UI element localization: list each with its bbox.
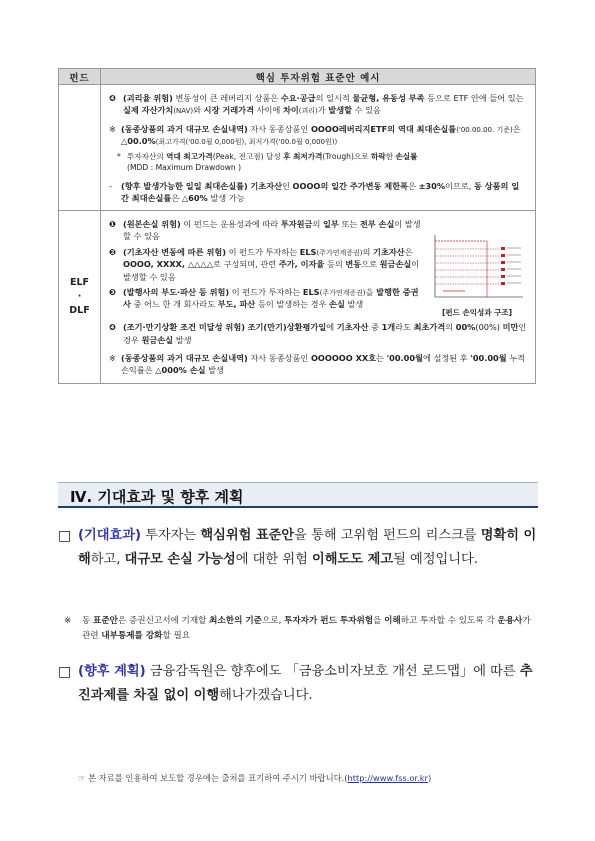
risk-standard-table: [58, 68, 536, 384]
footer-citation: ☞ 본 자료를 인용하여 보도할 경우에는 출처를 표기하여 주시기 바랍니다.(http://www.fss.or.kr): [78, 773, 432, 783]
payoff-structure-chart: [427, 231, 527, 303]
marker-4: ❹: [109, 93, 116, 103]
checkbox-bullet: □: [58, 664, 72, 680]
section-title: Ⅳ. 기대효과 및 향후 계획: [58, 482, 538, 508]
row1-body: [101, 85, 536, 211]
row2-category: ELF · DLF: [59, 211, 101, 383]
row1-mdd-footnote: * 투자자산의 역대 최고가격(Peak, 전고점) 달성 후 최저가격(Trough)으로 하락한 손실률 (MDD : Maximum Drawdown ): [117, 151, 418, 173]
row1-daily-loss: - (향후 발생가능한 일일 최대손실률) 기초자산인 OOOO의 일간 주가변동 제한폭은 ±30%이므로, 동 상품의 일간 최대손실률은 △60% 발생 가능: [109, 180, 520, 203]
table-row: [59, 211, 536, 383]
table-header-row: [59, 69, 536, 85]
figure-caption: [펀드 손익성과 구조]: [441, 308, 513, 318]
pointing-hand-icon: ☞: [78, 773, 86, 783]
row2-loss-note: ※ (동종상품의 과거 대규모 손실내역) 자사 동종상품인 OOOOOO XX호는 '00.00월에 설정된 후 '00.00월 누적손익률은 △000% 손실 발생: [109, 353, 526, 376]
row2-item-2: ❷ (기초자산 변동에 따른 위험) 이 펀드가 투자하는 ELS(주가연계증권)의 기초자산은 OOOO, XXXX, △△△△로 구성되며, 관련 주가, 이자율 등의 변동으로 원금손실이 발생할 수 있음: [109, 246, 420, 282]
row1-loss-note: ※ (동종상품의 과거 대규모 손실내역) 자사 동종상품인 OOOO레버리지ETF의 역대 최대손실률('00.00.00. 기준)은 △00.0%(최고가격('00.0월 0,000원), 최저가격('00.0월 0,000원)): [109, 123, 521, 147]
paragraph-future-plan: □ (향후 계획) 금융감독원은 향후에도 「금융소비자보호 개선 로드맵」에 따른 추진과제를 차질 없이 이행해나가겠습니다.: [58, 660, 540, 707]
row1-category: [59, 85, 101, 211]
header-fund: 펀드: [59, 69, 101, 85]
row2-body: [101, 211, 536, 383]
header-standard: 핵심 투자위험 표준안 예시: [101, 69, 536, 85]
row1-item-4: ❹ (괴리율 위험) 변동성이 큰 레버리지 상품은 수요·공급의 일시적 물균형, 유동성 부족 등으로 ETF 안에 들어 있는 실제 자산가치(NAV)와 시장 거래가격 사이에 차이(괴리)가 발생할 수 있음: [109, 93, 524, 116]
standard-note: ※ 동 표준안은 증권신고서에 기재할 최소한의 기준으로, 투자자가 펀드 투자위험을 이해하고 투자할 수 있도록 각 운용사가 관련 내부통제를 강화할 필요: [64, 616, 531, 642]
paragraph-expected-effect: □ (기대효과) 투자자는 핵심위험 표준안을 통해 고위험 펀드의 리스크를 명확히 이해하고, 대규모 손실 가능성에 대한 위험 이해도도 제고될 예정입니다.: [58, 524, 540, 571]
row2-item-4: ❹ (조기·만기상환 조건 미달성 위험) 조기(만기)상환평가일에 기초자산 중 1개라도 최초가격의 00%(00%) 미만인 경우 원금손실 발생: [109, 322, 527, 345]
row2-item-3: ❸ (발행사의 부도·파산 등 위험) 이 펀드가 투자하는 ELS(주가연계증권)을 발행한 증권사 중 어느 한 개 회사라도 부도, 파산 등이 발생하는 경우 손실 발생: [109, 286, 419, 310]
fss-website-link[interactable]: http://www.fss.or.kr: [347, 773, 428, 783]
checkbox-bullet: □: [58, 528, 72, 544]
row2-item-1: ❶ (원본손실 위험) 이 펀드는 운용성과에 따라 투자원금의 일부 또는 전부 손실이 발생할 수 있음: [109, 219, 421, 242]
table-row: [59, 85, 536, 211]
payoff-structure-figure: [427, 215, 527, 318]
